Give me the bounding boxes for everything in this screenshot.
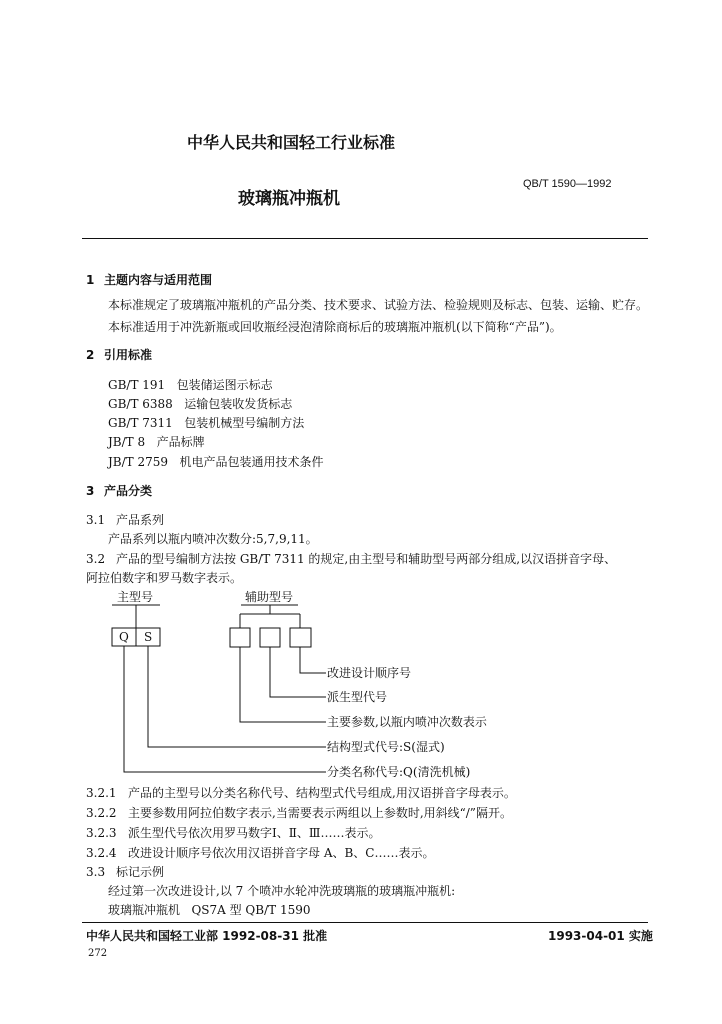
clause-number: 3.3 [86, 865, 106, 879]
box-s-text: S [144, 630, 153, 644]
org-title: 中华人民共和国轻工行业标准 [187, 133, 396, 152]
box-q-text: Q [119, 630, 129, 644]
diagram-label: 派生型代号 [327, 690, 388, 704]
paragraph: 本标准适用于冲洗新瓶或回收瓶经浸泡清除商标后的玻璃瓶冲瓶机(以下简称“产品”)。 [108, 320, 562, 334]
diagram-label: 主要参数,以瓶内喷冲次数表示 [327, 715, 487, 729]
section-heading: 主题内容与适用范围 [104, 273, 213, 287]
reference-item: JB/T 2759 机电产品包装通用技术条件 [108, 455, 324, 469]
effective-date: 1993-04-01 实施 [548, 929, 653, 943]
doc-title: 玻璃瓶冲瓶机 [238, 189, 340, 209]
clause-number: 3.2.2 [86, 806, 117, 820]
section-number: 2 [86, 348, 95, 362]
clause-heading: 标记示例 [116, 865, 165, 879]
aux-model-label: 辅助型号 [245, 590, 294, 604]
paragraph: 派生型代号依次用罗马数字Ⅰ、Ⅱ、Ⅲ……表示。 [128, 826, 381, 840]
section-number: 1 [86, 273, 95, 287]
main-model-label: 主型号 [117, 590, 154, 604]
paragraph: 产品的主型号以分类名称代号、结构型式代号组成,用汉语拼音字母表示。 [128, 786, 516, 800]
clause-number: 3.2.1 [86, 786, 117, 800]
reference-item: GB/T 6388 运输包装收发货标志 [108, 397, 293, 411]
clause-number: 3.2.3 [86, 826, 117, 840]
paragraph: 产品系列以瓶内喷冲次数分:5,7,9,11。 [108, 532, 318, 546]
paragraph: 经过第一次改进设计,以 7 个喷冲水轮冲洗玻璃瓶的玻璃瓶冲瓶机: [108, 884, 456, 898]
clause-number: 3.2.4 [86, 846, 117, 860]
page-number: 272 [88, 948, 108, 959]
section-heading: 引用标准 [104, 348, 153, 362]
section-heading: 产品分类 [104, 484, 153, 498]
paragraph: 本标准规定了玻璃瓶冲瓶机的产品分类、技术要求、试验方法、检验规则及标志、包装、运输、贮存。 [108, 298, 649, 312]
paragraph: 阿拉伯数字和罗马数字表示。 [86, 571, 243, 585]
paragraph: 产品的型号编制方法按 GB/T 7311 的规定,由主型号和辅助型号两部分组成,以汉语拼音字母、 [116, 552, 617, 566]
section-number: 3 [86, 484, 95, 498]
diagram-label: 分类名称代号:Q(清洗机械) [327, 765, 471, 779]
footer-rule [82, 922, 648, 923]
reference-item: GB/T 7311 包装机械型号编制方法 [108, 416, 305, 430]
reference-item: JB/T 8 产品标牌 [108, 435, 205, 449]
clause-number: 3.2 [86, 552, 106, 566]
diagram-label: 结构型式代号:S(湿式) [327, 740, 445, 754]
paragraph: 玻璃瓶冲瓶机 QS7A 型 QB/T 1590 [108, 903, 311, 917]
reference-item: GB/T 191 包装储运图示标志 [108, 378, 273, 392]
issuer-text: 中华人民共和国轻工业部 1992-08-31 批准 [86, 929, 328, 943]
diagram-label: 改进设计顺序号 [327, 666, 412, 680]
clause-heading: 产品系列 [116, 513, 165, 527]
clause-number: 3.1 [86, 513, 106, 527]
standard-number: QB/T 1590—1992 [523, 178, 612, 190]
paragraph: 改进设计顺序号依次用汉语拼音字母 A、B、C……表示。 [128, 846, 435, 860]
paragraph: 主要参数用阿拉伯数字表示,当需要表示两组以上参数时,用斜线“/”隔开。 [128, 806, 512, 820]
